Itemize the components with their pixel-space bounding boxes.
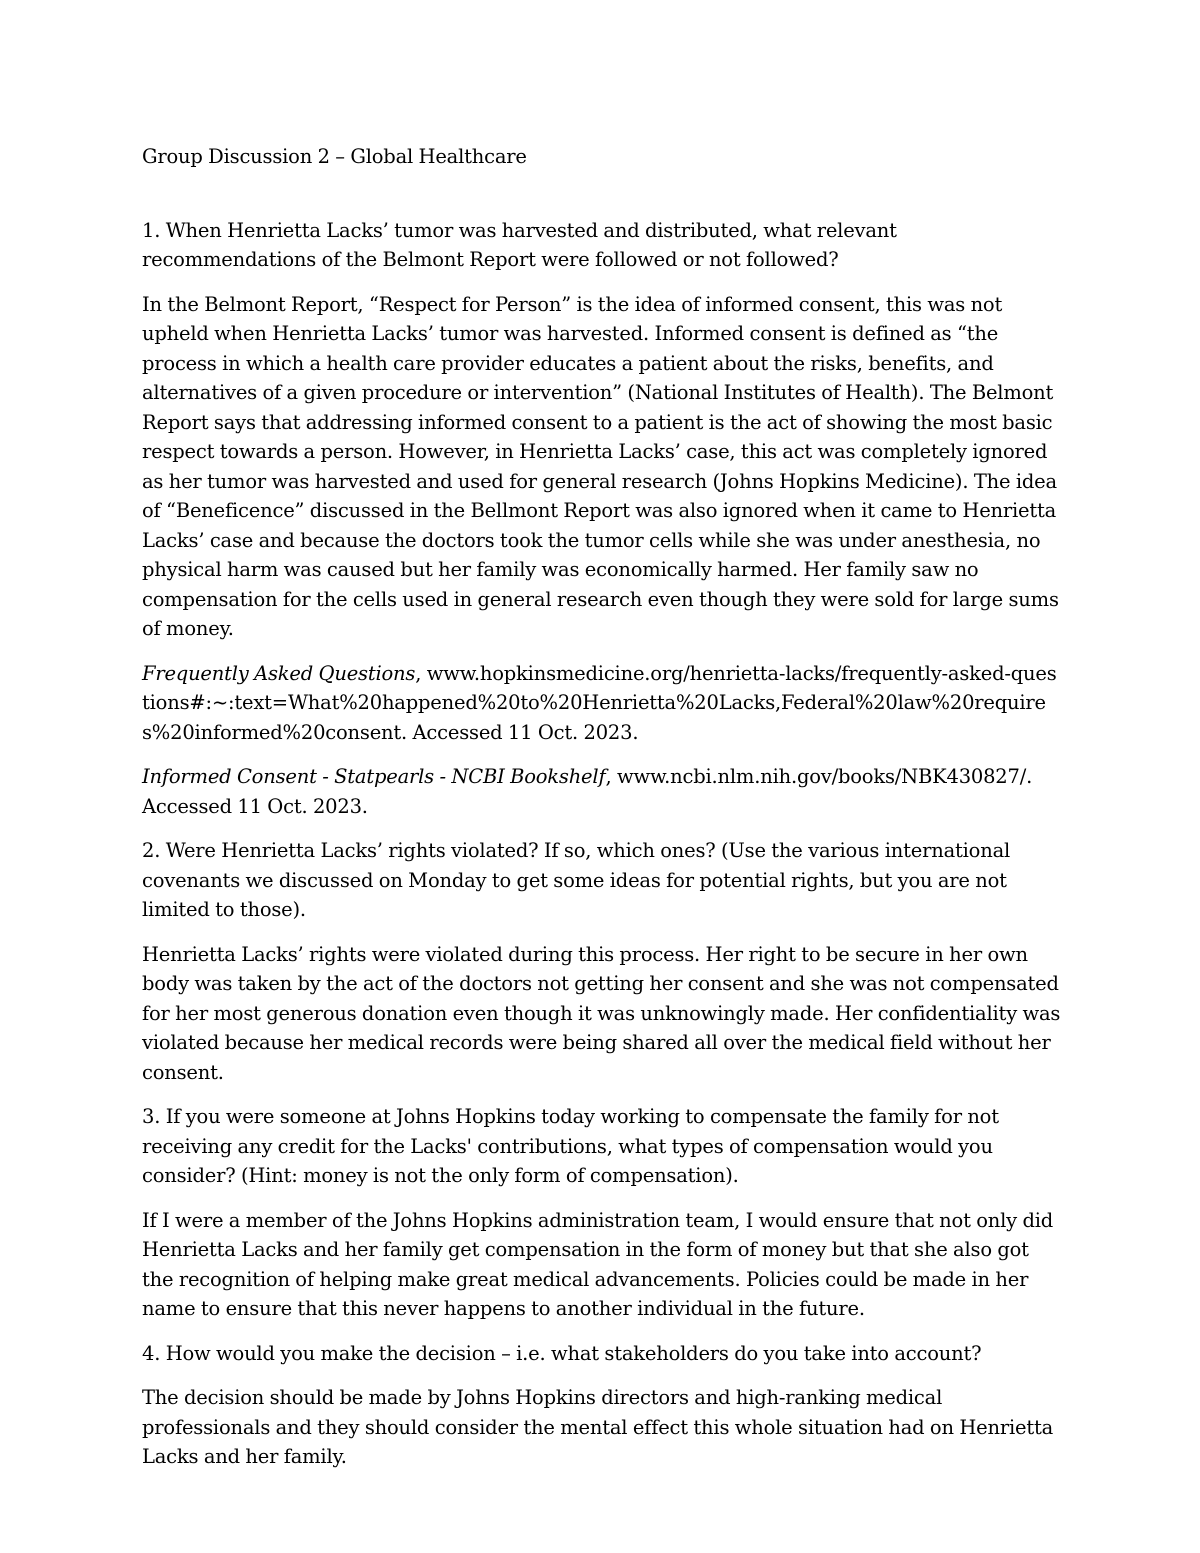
answer-4: The decision should be made by Johns Hopkins directors and high-ranking medical professionals and they should consider the mental effect this whole situation had on Henrietta Lacks and her family.: [142, 1386, 1054, 1468]
answer-3: If I were a member of the Johns Hopkins administration team, I would ensure that not only did Henrietta Lacks and her family get compensation in the form of money but that she also got the recognition of helping make great medical advancements. Policies could be made in her name to ensure that this never happens to another individual in the future.: [142, 1208, 1054, 1320]
question-1: 1. When Henrietta Lacks’ tumor was harvested and distributed, what relevant recommendations of the Belmont Report were followed or not followed?: [142, 218, 897, 271]
document-body: [142, 142, 1062, 1487]
answer-2: Henrietta Lacks’ rights were violated during this process. Her right to be secure in her own body was taken by the act of the doctors not getting her consent and she was not compensated for her most generous donation even though it was unknowingly made. Her confidentiality was violated because her medical records were being shared all over the medical field without her consent.: [142, 942, 1061, 1084]
answer-1: In the Belmont Report, “Respect for Person” is the idea of informed consent, this was not upheld when Henrietta Lacks’ tumor was harvested. Informed consent is defined as “the process in which a health care provider educates a patient about the risks, benefits, and alternatives of a given procedure or intervention” (National Institutes of Health). The Belmont Report says that addressing informed consent to a patient is the act of showing the most basic respect towards a person. However, in Henrietta Lacks’ case, this act was completely ignored as her tumor was harvested and used for general research (Johns Hopkins Medicine). The idea of “Beneficence” discussed in the Bellmont Report was also ignored when it came to Henrietta Lacks’ case and because the doctors took the tumor cells while she was under anesthesia, no physical harm was caused but her family was economically harmed. Her family saw no compensation for the cells used in general research even though they were sold for large sums of money.: [142, 292, 1059, 640]
question-3: 3. If you were someone at Johns Hopkins today working to compensate the family for not receiving any credit for the Lacks' contributions, what types of compensation would you consider? (Hint: money is not the only form of compensation).: [142, 1105, 999, 1187]
citation-1: [142, 659, 1062, 748]
citation-2-text: , www.ncbi.nlm.nih.gov/books/NBK430827/. Accessed 11 Oct. 2023.: [142, 765, 1033, 818]
question-4: 4. How would you make the decision – i.e. what stakeholders do you take into account?: [142, 1341, 982, 1365]
citation-2-title: Informed Consent - Statpearls - NCBI Bookshelf: [142, 765, 606, 788]
document-title: Group Discussion 2 – Global Healthcare: [142, 145, 527, 168]
question-2: 2. Were Henrietta Lacks’ rights violated? If so, which ones? (Use the various international covenants we discussed on Monday to get some ideas for potential rights, but you are not limited to those).: [142, 839, 1011, 921]
citation-1-title: Frequently Asked Questions: [142, 661, 416, 685]
citation-2: [142, 762, 1062, 821]
citation-1-text: , www.hopkinsmedicine.org/henrietta-lacks/frequently-asked-questions#:~:text=What%20happened%20to%20Henrietta%20Lacks,Federal%20law%20requires%20informed%20consent. Accessed 11 Oct. 2023.: [142, 661, 1057, 744]
